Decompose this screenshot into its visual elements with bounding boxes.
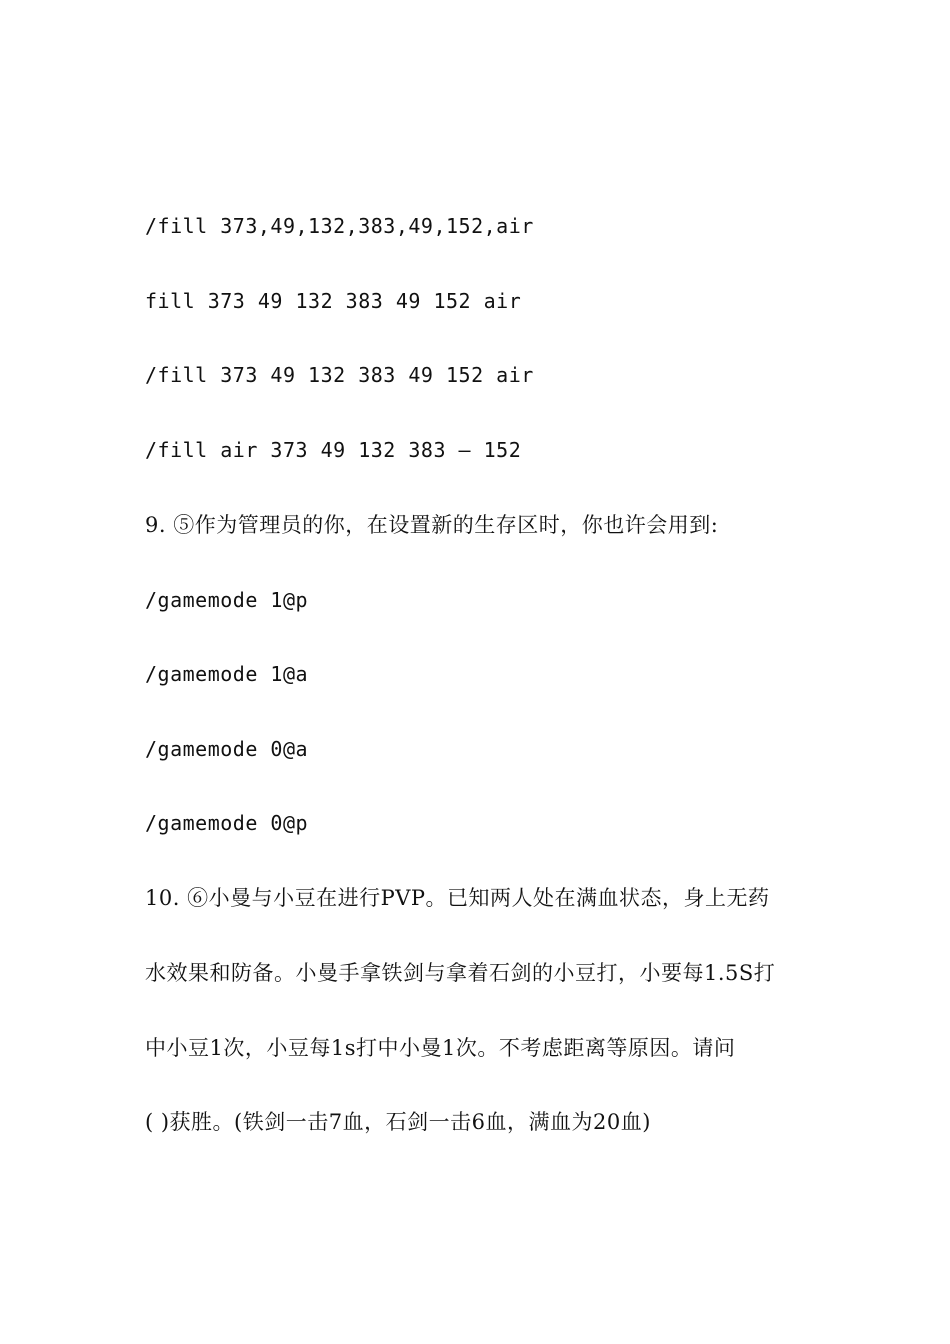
q8-option-a: /fill 373,49,132,383,49,152,air [145, 214, 534, 238]
q9-option-a: /gamemode 1@p [145, 588, 309, 612]
q10-line-4: ( )获胜。(铁剑一击7血，石剑一击6血，满血为20血) [145, 1110, 651, 1134]
q10-line-2: 水效果和防备。小曼手拿铁剑与拿着石剑的小豆打，小要每1.5S打 [145, 961, 776, 985]
q10-line-1: 10. ⑥小曼与小豆在进行PVP。已知两人处在满血状态，身上无药 [145, 886, 770, 910]
q8-option-d: /fill air 373 49 132 383 – 152 [145, 438, 522, 462]
q9-option-b: /gamemode 1@a [145, 662, 309, 686]
q8-option-c: /fill 373 49 132 383 49 152 air [145, 363, 534, 387]
q9-question-text: 9. ⑤作为管理员的你，在设置新的生存区时，你也许会用到: [145, 513, 719, 537]
q9-option-c: /gamemode 0@a [145, 737, 309, 761]
q9-option-d: /gamemode 0@p [145, 811, 309, 835]
q8-option-b: fill 373 49 132 383 49 152 air [145, 289, 522, 313]
q10-line-3: 中小豆1次，小豆每1s打中小曼1次。不考虑距离等原因。请问 [145, 1036, 736, 1060]
